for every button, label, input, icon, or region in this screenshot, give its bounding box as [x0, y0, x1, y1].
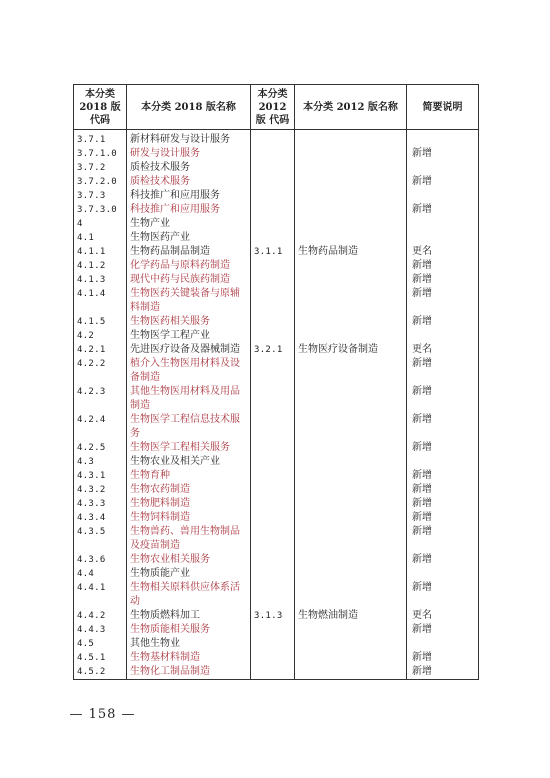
table-row	[74, 651, 479, 665]
row-code-2018: 3.7.3	[74, 189, 127, 203]
table-row	[74, 455, 479, 469]
row-code-2012	[251, 637, 295, 651]
row-note: 新增	[407, 259, 479, 273]
row-note: 新增	[407, 357, 479, 385]
row-code-2018: 4.1.3	[74, 273, 127, 287]
table-row	[74, 259, 479, 273]
row-name-2012	[295, 413, 407, 441]
row-code-2018: 4.3.1	[74, 469, 127, 483]
row-name-2012	[295, 511, 407, 525]
row-name-2012	[295, 231, 407, 245]
row-note: 新增	[407, 147, 479, 161]
row-name-2018: 生物医药相关服务	[127, 315, 251, 329]
row-name-2018: 植介入生物医用材料及设备制造	[127, 357, 251, 385]
row-note: 新增	[407, 315, 479, 329]
row-code-2018: 4.1.2	[74, 259, 127, 273]
table-row	[74, 553, 479, 567]
row-name-2018: 质检技术服务	[127, 161, 251, 175]
row-code-2018: 4.4.2	[74, 609, 127, 623]
table-row	[74, 343, 479, 357]
row-name-2012	[295, 147, 407, 161]
row-name-2018: 先进医疗设备及器械制造	[127, 343, 251, 357]
row-name-2018: 生物药品制品制造	[127, 245, 251, 259]
row-code-2018: 3.7.2	[74, 161, 127, 175]
row-name-2012	[295, 287, 407, 315]
row-code-2012	[251, 511, 295, 525]
row-name-2018: 生物医学工程相关服务	[127, 441, 251, 455]
table-row	[74, 357, 479, 385]
row-name-2012	[295, 651, 407, 665]
table-row	[74, 413, 479, 441]
row-code-2012	[251, 357, 295, 385]
row-note: 新增	[407, 511, 479, 525]
row-code-2018: 4.4	[74, 567, 127, 581]
row-note	[407, 217, 479, 231]
table-row	[74, 385, 479, 413]
row-code-2012	[251, 441, 295, 455]
row-name-2012	[295, 189, 407, 203]
row-name-2018: 生物农药制造	[127, 483, 251, 497]
header-name-2012: 本分类 2012 版名称	[295, 85, 407, 130]
table-row	[74, 525, 479, 553]
row-code-2018: 4.3.4	[74, 511, 127, 525]
row-name-2012	[295, 567, 407, 581]
row-code-2018: 4.1	[74, 231, 127, 245]
row-note: 新增	[407, 651, 479, 665]
row-note: 新增	[407, 203, 479, 217]
table-row	[74, 609, 479, 623]
row-name-2012	[295, 581, 407, 609]
row-name-2018: 生物医药关键装备与原辅料制造	[127, 287, 251, 315]
table-row	[74, 511, 479, 525]
row-note: 新增	[407, 413, 479, 441]
row-code-2012	[251, 273, 295, 287]
row-note	[407, 637, 479, 651]
row-code-2018: 3.7.3.0	[74, 203, 127, 217]
row-code-2018: 4.3	[74, 455, 127, 469]
row-code-2018: 4.5	[74, 637, 127, 651]
row-name-2018: 生物肥料制造	[127, 497, 251, 511]
row-note: 新增	[407, 581, 479, 609]
table-row	[74, 273, 479, 287]
row-code-2018: 4.2.4	[74, 413, 127, 441]
row-name-2012	[295, 357, 407, 385]
row-code-2012	[251, 651, 295, 665]
table-row	[74, 189, 479, 203]
row-name-2012: 生物药品制造	[295, 245, 407, 259]
row-note: 新增	[407, 469, 479, 483]
row-code-2012	[251, 413, 295, 441]
table-row	[74, 161, 479, 175]
row-code-2018: 3.7.1.0	[74, 147, 127, 161]
row-name-2018: 生物产业	[127, 217, 251, 231]
row-code-2012	[251, 259, 295, 273]
row-code-2012	[251, 623, 295, 637]
row-code-2012: 3.2.1	[251, 343, 295, 357]
row-name-2012	[295, 329, 407, 343]
table-row	[74, 245, 479, 259]
row-code-2012	[251, 385, 295, 413]
row-note: 新增	[407, 497, 479, 511]
row-code-2012	[251, 567, 295, 581]
header-name-2018: 本分类 2018 版名称	[127, 85, 251, 130]
row-code-2012	[251, 175, 295, 189]
table-row	[74, 567, 479, 581]
row-name-2012	[295, 315, 407, 329]
row-name-2012	[295, 637, 407, 651]
row-note	[407, 189, 479, 203]
row-code-2012	[251, 329, 295, 343]
row-note: 更名	[407, 609, 479, 623]
row-code-2012	[251, 455, 295, 469]
row-code-2018: 4.3.5	[74, 525, 127, 553]
row-name-2018: 生物基材料制造	[127, 651, 251, 665]
row-code-2018: 4.2	[74, 329, 127, 343]
row-name-2018: 生物医学工程信息技术服务	[127, 413, 251, 441]
row-name-2018: 新材料研发与设计服务	[127, 130, 251, 148]
table-row	[74, 483, 479, 497]
row-note	[407, 130, 479, 148]
row-code-2012	[251, 217, 295, 231]
row-note: 新增	[407, 553, 479, 567]
table-row	[74, 581, 479, 609]
row-name-2012	[295, 665, 407, 680]
row-code-2012	[251, 189, 295, 203]
table-row	[74, 623, 479, 637]
table-row	[74, 217, 479, 231]
table-row	[74, 147, 479, 161]
row-note	[407, 329, 479, 343]
row-code-2018: 3.7.2.0	[74, 175, 127, 189]
row-name-2018: 生物农业及相关产业	[127, 455, 251, 469]
table-header	[74, 85, 479, 130]
row-name-2018: 化学药品与原料药制造	[127, 259, 251, 273]
row-code-2018: 4	[74, 217, 127, 231]
table-row	[74, 329, 479, 343]
row-code-2018: 3.7.1	[74, 130, 127, 148]
row-note: 新增	[407, 441, 479, 455]
header-note: 简要说明	[407, 85, 479, 130]
row-code-2018: 4.3.3	[74, 497, 127, 511]
row-code-2012	[251, 665, 295, 680]
header-code-2018: 本分类 2018 版 代码	[74, 85, 127, 130]
table-row	[74, 469, 479, 483]
table-row	[74, 231, 479, 245]
row-code-2018: 4.3.6	[74, 553, 127, 567]
row-code-2018: 4.4.1	[74, 581, 127, 609]
row-name-2018: 生物饲料制造	[127, 511, 251, 525]
row-name-2012	[295, 217, 407, 231]
row-name-2018: 生物质能产业	[127, 567, 251, 581]
row-code-2012	[251, 553, 295, 567]
row-note	[407, 161, 479, 175]
row-name-2012	[295, 175, 407, 189]
row-note	[407, 567, 479, 581]
row-name-2018: 生物化工制品制造	[127, 665, 251, 680]
row-name-2012	[295, 259, 407, 273]
table-row	[74, 637, 479, 651]
row-note: 新增	[407, 273, 479, 287]
row-code-2018: 4.1.5	[74, 315, 127, 329]
classification-table	[73, 84, 479, 680]
row-code-2012	[251, 469, 295, 483]
row-note: 更名	[407, 343, 479, 357]
row-code-2012	[251, 497, 295, 511]
row-name-2018: 科技推广和应用服务	[127, 203, 251, 217]
row-note: 新增	[407, 483, 479, 497]
row-note: 新增	[407, 525, 479, 553]
row-code-2018: 4.5.2	[74, 665, 127, 680]
row-name-2012	[295, 161, 407, 175]
row-name-2012	[295, 385, 407, 413]
row-code-2012	[251, 483, 295, 497]
row-name-2018: 生物兽药、兽用生物制品及疫苗制造	[127, 525, 251, 553]
row-code-2012	[251, 315, 295, 329]
row-name-2018: 生物医药产业	[127, 231, 251, 245]
table-row	[74, 497, 479, 511]
row-code-2018: 4.2.1	[74, 343, 127, 357]
row-code-2018: 4.4.3	[74, 623, 127, 637]
row-name-2018: 生物质能相关服务	[127, 623, 251, 637]
row-code-2012	[251, 287, 295, 315]
row-note: 新增	[407, 623, 479, 637]
row-name-2018: 科技推广和应用服务	[127, 189, 251, 203]
page-number: — 158 —	[69, 707, 136, 722]
row-note: 新增	[407, 385, 479, 413]
row-code-2018: 4.2.3	[74, 385, 127, 413]
table-row	[74, 175, 479, 189]
row-note: 新增	[407, 175, 479, 189]
row-code-2018: 4.3.2	[74, 483, 127, 497]
row-name-2012	[295, 497, 407, 511]
row-code-2018: 4.1.1	[74, 245, 127, 259]
row-code-2012	[251, 203, 295, 217]
table-row	[74, 203, 479, 217]
row-name-2018: 其他生物业	[127, 637, 251, 651]
row-code-2018: 4.5.1	[74, 651, 127, 665]
table-row	[74, 315, 479, 329]
row-name-2012	[295, 553, 407, 567]
row-name-2012: 生物医疗设备制造	[295, 343, 407, 357]
row-name-2018: 生物育种	[127, 469, 251, 483]
row-code-2018: 4.1.4	[74, 287, 127, 315]
row-code-2012	[251, 581, 295, 609]
header-code-2012: 本分类 2012 版 代码	[251, 85, 295, 130]
row-name-2012	[295, 455, 407, 469]
row-code-2012	[251, 231, 295, 245]
row-code-2012	[251, 147, 295, 161]
row-name-2018: 生物农业相关服务	[127, 553, 251, 567]
row-name-2018: 生物质燃料加工	[127, 609, 251, 623]
row-code-2018: 4.2.5	[74, 441, 127, 455]
row-note	[407, 231, 479, 245]
row-name-2012	[295, 469, 407, 483]
table-row	[74, 287, 479, 315]
row-code-2018: 4.2.2	[74, 357, 127, 385]
row-name-2018: 现代中药与民族药制造	[127, 273, 251, 287]
row-name-2012	[295, 623, 407, 637]
row-name-2018: 生物相关原料供应体系活动	[127, 581, 251, 609]
row-code-2012	[251, 161, 295, 175]
row-note: 新增	[407, 287, 479, 315]
row-name-2012	[295, 441, 407, 455]
row-name-2012	[295, 273, 407, 287]
row-name-2012	[295, 203, 407, 217]
table-row	[74, 665, 479, 680]
row-note: 新增	[407, 665, 479, 680]
row-name-2018: 生物医学工程产业	[127, 329, 251, 343]
table-row	[74, 441, 479, 455]
row-name-2012	[295, 483, 407, 497]
row-name-2012	[295, 525, 407, 553]
row-name-2012: 生物燃油制造	[295, 609, 407, 623]
row-code-2012: 3.1.3	[251, 609, 295, 623]
table-row	[74, 130, 479, 148]
row-name-2018: 其他生物医用材料及用品制造	[127, 385, 251, 413]
row-code-2012	[251, 525, 295, 553]
row-code-2012: 3.1.1	[251, 245, 295, 259]
row-note: 更名	[407, 245, 479, 259]
row-note	[407, 455, 479, 469]
row-name-2018: 质检技术服务	[127, 175, 251, 189]
table-body	[74, 130, 479, 680]
row-name-2018: 研发与设计服务	[127, 147, 251, 161]
row-name-2012	[295, 130, 407, 148]
row-code-2012	[251, 130, 295, 148]
